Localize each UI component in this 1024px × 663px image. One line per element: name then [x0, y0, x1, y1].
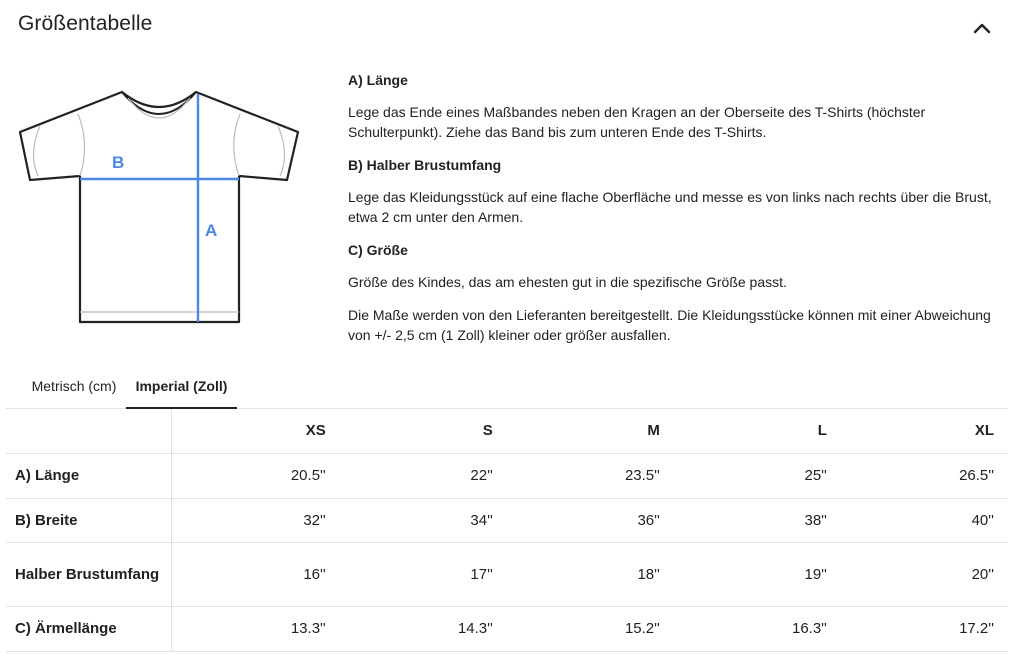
row-label: A) Länge — [6, 453, 171, 498]
table-cell: 20'' — [841, 542, 1008, 606]
size-chart-header — [0, 0, 1024, 52]
table-cell: 38'' — [674, 498, 841, 542]
tab-imperial[interactable]: Imperial (Zoll) — [126, 366, 237, 409]
tshirt-outline — [20, 92, 298, 322]
label-a: A — [205, 221, 218, 240]
instruction-heading-size: C) Größe — [348, 242, 408, 258]
table-cell: 13.3'' — [171, 606, 340, 651]
unit-tabs — [6, 366, 1008, 409]
table-row — [6, 453, 1008, 498]
table-row — [6, 498, 1008, 542]
table-header-row — [6, 409, 1008, 453]
column-header: L — [674, 409, 841, 453]
table-cell: 32'' — [171, 498, 340, 542]
table-cell: 25'' — [674, 453, 841, 498]
row-label: B) Breite — [6, 498, 171, 542]
row-label: Halber Brustumfang — [6, 542, 171, 606]
table-row — [6, 542, 1008, 606]
size-table — [6, 409, 1008, 652]
table-cell: 40'' — [841, 498, 1008, 542]
table-cell: 26.5'' — [841, 453, 1008, 498]
column-header: M — [507, 409, 674, 453]
instruction-text-size: Größe des Kindes, das am ehesten gut in die spezifische Größe passt. — [348, 274, 787, 290]
table-cell: 19'' — [674, 542, 841, 606]
instruction-heading-chest: B) Halber Brustumfang — [348, 157, 502, 173]
table-cell: 17.2'' — [841, 606, 1008, 651]
row-label: C) Ärmellänge — [6, 606, 171, 651]
column-header: XL — [841, 409, 1008, 453]
column-header: S — [340, 409, 507, 453]
column-header: XS — [171, 409, 340, 453]
tshirt-measurement-diagram — [14, 84, 308, 330]
chevron-up-icon — [973, 22, 991, 34]
tolerance-note: Die Maße werden von den Lieferanten bereitgestellt. Die Kleidungsstücke können mit einer Abweichung von +/- 2,5 cm (1 Zoll) kleiner oder größer ausfallen. — [348, 307, 991, 343]
table-cell: 16'' — [171, 542, 340, 606]
measurement-instructions — [348, 70, 1008, 358]
label-b: B — [112, 153, 125, 172]
collapse-button[interactable] — [968, 14, 996, 42]
table-cell: 18'' — [507, 542, 674, 606]
table-cell: 15.2'' — [507, 606, 674, 651]
instruction-text-chest: Lege das Kleidungsstück auf eine flache Oberfläche und messe es von links nach rechts über die Brust, etwa 2 cm unter den Armen. — [348, 189, 992, 225]
table-cell: 36'' — [507, 498, 674, 542]
instruction-heading-length: A) Länge — [348, 72, 408, 88]
tab-metric[interactable]: Metrisch (cm) — [31, 378, 117, 394]
instruction-text-length: Lege das Ende eines Maßbandes neben den Kragen an der Oberseite des T-Shirts (höchster Schulterpunkt). Ziehe das Band bis zum unteren Ende des T-Shirts. — [348, 104, 926, 140]
table-cell: 23.5'' — [507, 453, 674, 498]
table-cell: 22'' — [340, 453, 507, 498]
page-title: Größentabelle — [18, 12, 153, 35]
table-corner-cell — [6, 409, 171, 453]
table-row — [6, 606, 1008, 651]
table-cell: 17'' — [340, 542, 507, 606]
table-cell: 14.3'' — [340, 606, 507, 651]
table-cell: 34'' — [340, 498, 507, 542]
table-cell: 16.3'' — [674, 606, 841, 651]
table-cell: 20.5'' — [171, 453, 340, 498]
